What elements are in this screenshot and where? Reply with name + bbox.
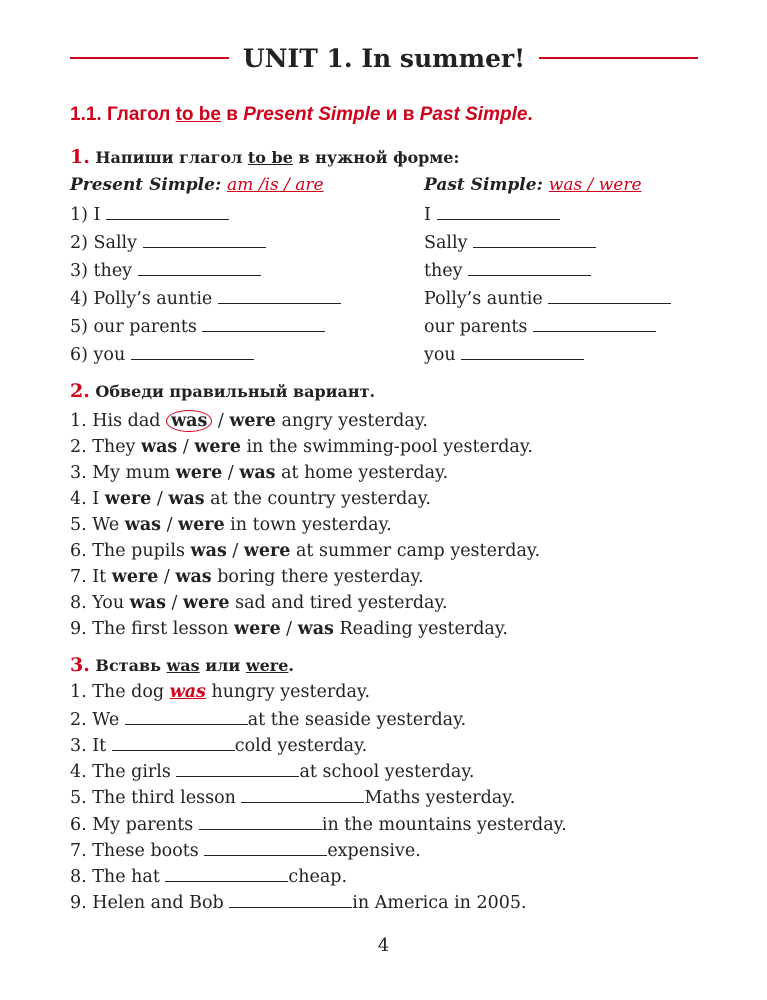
answer-blank[interactable]	[437, 203, 560, 220]
option[interactable]: were	[178, 515, 225, 535]
answer-blank[interactable]	[199, 813, 322, 830]
past-simple-header: Past Simple: was / were	[424, 175, 642, 195]
task3-item: 7. These boots expensive.	[70, 841, 421, 861]
page-number: 4	[377, 935, 390, 956]
task3-item: 2. We at the seaside yesterday.	[70, 710, 467, 730]
task1-right-row: you	[424, 343, 584, 366]
task1-left-row: 1) I	[70, 203, 229, 226]
task2-item: 4. I were / was at the country yesterday.	[70, 489, 431, 509]
section-heading: 1.1. Глагол to be в Present Simple и в Past Simple.	[70, 104, 533, 125]
answer-blank[interactable]	[165, 865, 288, 882]
task2-item: 6. The pupils was / were at summer camp yesterday.	[70, 541, 541, 561]
option[interactable]: were	[229, 411, 276, 431]
answer-blank[interactable]	[468, 259, 591, 276]
option[interactable]: was	[124, 515, 162, 535]
answer-blank[interactable]	[131, 343, 254, 360]
task3-item: 5. The third lesson Maths yesterday.	[70, 788, 516, 808]
task2-item: 9. The first lesson were / was Reading yesterday.	[70, 619, 508, 639]
task1-left-row: 4) Polly’s auntie	[70, 287, 341, 310]
option[interactable]: was	[175, 567, 212, 587]
option[interactable]: was	[141, 437, 178, 457]
answer-blank[interactable]	[143, 231, 266, 248]
task2-item: 1. His dad was / were angry yesterday.	[70, 411, 428, 431]
task1-right-row: our parents	[424, 315, 656, 338]
answer-blank[interactable]	[473, 231, 596, 248]
task3-item: 6. My parents in the mountains yesterday.	[70, 815, 567, 835]
task1-left-row: 2) Sally	[70, 231, 266, 254]
task1-left-row: 6) you	[70, 343, 254, 366]
answer-blank[interactable]	[125, 708, 248, 725]
option[interactable]: were	[111, 567, 159, 587]
unit-title: UNIT 1. In summer!	[242, 43, 526, 73]
task3-item: 9. Helen and Bob in America in 2005.	[70, 893, 527, 913]
header-rule-left	[70, 57, 229, 59]
answer-blank[interactable]	[202, 315, 325, 332]
option-circled[interactable]: was	[166, 410, 212, 432]
answer-blank[interactable]	[138, 259, 261, 276]
option[interactable]: were	[243, 541, 291, 561]
option[interactable]: were	[175, 463, 223, 483]
answer-blank[interactable]	[176, 760, 299, 777]
answer-blank[interactable]	[106, 203, 229, 220]
answer-blank[interactable]	[229, 891, 352, 908]
option[interactable]: were	[182, 593, 230, 613]
option[interactable]: was	[190, 541, 227, 561]
task2-item: 5. We was / were in town yesterday.	[70, 515, 392, 535]
task3-item: 8. The hat cheap.	[70, 867, 348, 887]
task2-item: 7. It were / was boring there yesterday.	[70, 567, 424, 587]
task1-right-row: they	[424, 259, 591, 282]
task3-example: 1. The dog was hungry yesterday.	[70, 682, 371, 702]
task3-item: 4. The girls at school yesterday.	[70, 762, 475, 782]
answer-blank[interactable]	[112, 734, 235, 751]
task3-item: 3. It cold yesterday.	[70, 736, 368, 756]
answer-blank[interactable]	[533, 315, 656, 332]
option[interactable]: was	[239, 463, 276, 483]
answer-blank[interactable]	[218, 287, 341, 304]
task1-right-row: Sally	[424, 231, 596, 254]
task2-item: 3. My mum were / was at home yesterday.	[70, 463, 449, 483]
answer-blank[interactable]	[241, 786, 364, 803]
task1-right-row: Polly’s auntie	[424, 287, 671, 310]
answer-blank[interactable]	[548, 287, 671, 304]
answer-blank[interactable]	[461, 343, 584, 360]
task1-title: 1. Напиши глагол to be в нужной форме:	[70, 146, 460, 168]
answer-blank[interactable]	[204, 839, 327, 856]
example-answer: was	[169, 682, 206, 702]
unit-header	[70, 38, 698, 78]
option[interactable]: were	[104, 489, 152, 509]
option[interactable]: was	[129, 593, 166, 613]
option[interactable]: was	[297, 619, 334, 639]
task2-item: 8. You was / were sad and tired yesterday.	[70, 593, 448, 613]
header-rule-right	[539, 57, 698, 59]
task1-left-row: 5) our parents	[70, 315, 325, 338]
task2-title: 2. Обведи правильный вариант.	[70, 380, 376, 402]
task3-title: 3. Вставь was или were.	[70, 654, 294, 676]
option[interactable]: were	[234, 619, 281, 639]
task2-item: 2. They was / were in the swimming-pool yesterday.	[70, 437, 533, 457]
option[interactable]: was	[168, 489, 205, 509]
task1-left-row: 3) they	[70, 259, 261, 282]
option[interactable]: were	[194, 437, 241, 457]
present-simple-header: Present Simple: am /is / are	[70, 175, 324, 195]
task1-right-row: I	[424, 203, 560, 226]
